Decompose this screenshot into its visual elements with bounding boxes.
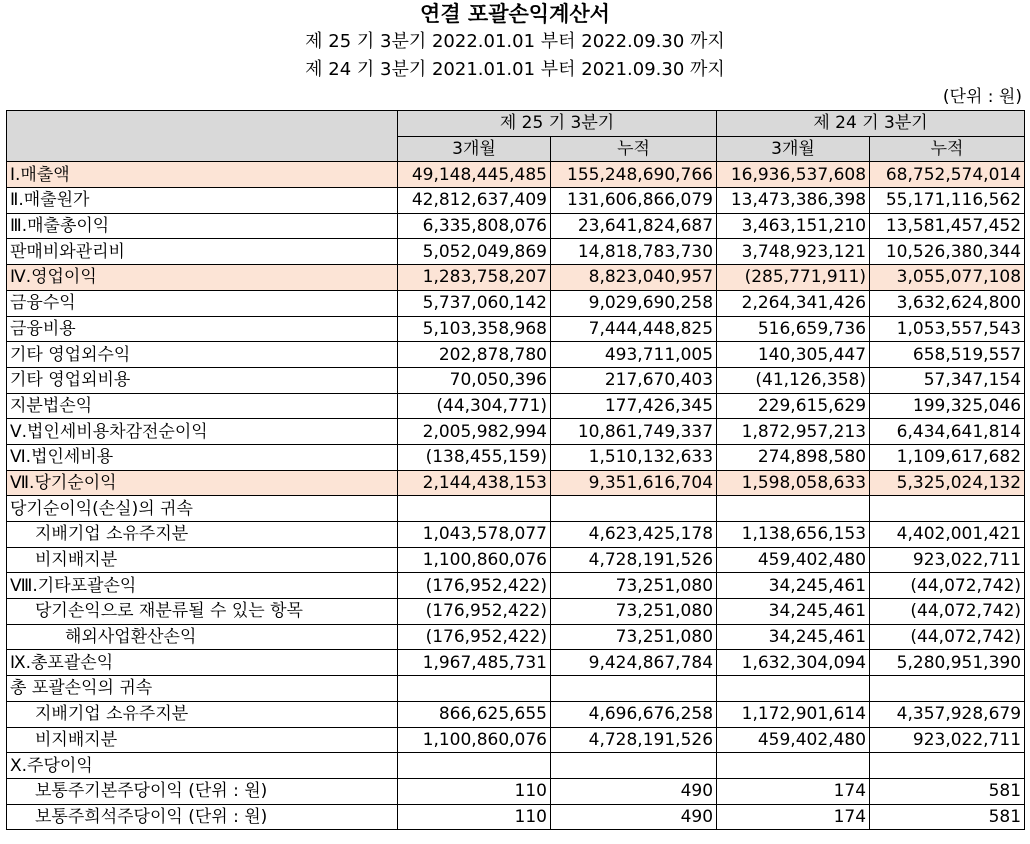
- cell-3m-current: 202,878,780: [398, 342, 551, 368]
- row-operating-income: [7, 265, 1025, 291]
- row-label: Ⅷ.기타포괄손익: [7, 573, 398, 599]
- cell-3m-prior: 516,659,736: [717, 316, 870, 342]
- row-ni-non-controlling: [7, 547, 1025, 573]
- row-ni-owners-of-parent: [7, 522, 1025, 548]
- cell-3m-current: 49,148,445,485: [398, 162, 551, 188]
- row-label: 보통주희석주당이익 (단위 : 원): [7, 804, 398, 830]
- row-label: Ⅹ.주당이익: [7, 753, 398, 779]
- row-sga: [7, 239, 1025, 265]
- row-tci-owners-of-parent: [7, 701, 1025, 727]
- cell-cum-current: 131,606,866,079: [551, 188, 717, 214]
- cell-3m-prior: 16,936,537,608: [717, 162, 870, 188]
- row-label: 금융수익: [7, 290, 398, 316]
- row-label: Ⅱ.매출원가: [7, 188, 398, 214]
- cell-cum-current: 4,696,676,258: [551, 701, 717, 727]
- cell-3m-current: 1,100,860,076: [398, 727, 551, 753]
- cell-cum-current: 14,818,783,730: [551, 239, 717, 265]
- cell-cum-prior: 13,581,457,452: [870, 213, 1025, 239]
- cell-3m-current: 2,005,982,994: [398, 419, 551, 445]
- row-label: 당기손익으로 재분류될 수 있는 항목: [7, 599, 398, 625]
- cell-3m-prior: 1,598,058,633: [717, 470, 870, 496]
- cell-cum-current: 9,351,616,704: [551, 470, 717, 496]
- row-label: 당기순이익(손실)의 귀속: [7, 496, 398, 522]
- cell-3m-current: 1,283,758,207: [398, 265, 551, 291]
- cell-3m-current: [398, 496, 551, 522]
- period-prior: 제 24 기 3분기 2021.01.01 부터 2021.09.30 까지: [305, 59, 725, 80]
- row-net-income: [7, 470, 1025, 496]
- cell-3m-prior: 140,305,447: [717, 342, 870, 368]
- cell-3m-current: (176,952,422): [398, 573, 551, 599]
- header-cum-current: 누적: [551, 136, 717, 162]
- cell-3m-prior: 3,748,923,121: [717, 239, 870, 265]
- row-tci-non-controlling: [7, 727, 1025, 753]
- row-finance-income: [7, 290, 1025, 316]
- cell-cum-prior: (44,072,742): [870, 624, 1025, 650]
- row-label: Ⅸ.총포괄손익: [7, 650, 398, 676]
- cell-3m-prior: 1,872,957,213: [717, 419, 870, 445]
- cell-cum-current: 177,426,345: [551, 393, 717, 419]
- cell-3m-prior: 34,245,461: [717, 573, 870, 599]
- cell-3m-prior: 459,402,480: [717, 547, 870, 573]
- row-label: 비지배지분: [7, 547, 398, 573]
- cell-cum-current: 490: [551, 778, 717, 804]
- header-3m-current: 3개월: [398, 136, 551, 162]
- row-revenue: [7, 162, 1025, 188]
- cell-3m-current: (176,952,422): [398, 624, 551, 650]
- cell-cum-prior: (44,072,742): [870, 599, 1025, 625]
- cell-cum-prior: 1,053,557,543: [870, 316, 1025, 342]
- cell-cum-prior: 923,022,711: [870, 547, 1025, 573]
- row-label: Ⅴ.법인세비용차감전순이익: [7, 419, 398, 445]
- row-label: 보통주기본주당이익 (단위 : 원): [7, 778, 398, 804]
- row-gross-profit: [7, 213, 1025, 239]
- cell-cum-prior: 658,519,557: [870, 342, 1025, 368]
- row-label: 지배기업 소유주지분: [7, 522, 398, 548]
- row-reclassifiable-items: [7, 599, 1025, 625]
- cell-3m-prior: 174: [717, 804, 870, 830]
- cell-cum-prior: 55,171,116,562: [870, 188, 1025, 214]
- row-other-non-operating-expenses: [7, 367, 1025, 393]
- cell-3m-prior: 274,898,580: [717, 444, 870, 470]
- cell-3m-current: 1,043,578,077: [398, 522, 551, 548]
- cell-3m-current: 866,625,655: [398, 701, 551, 727]
- row-label: 지분법손익: [7, 393, 398, 419]
- cell-cum-current: 490: [551, 804, 717, 830]
- cell-cum-prior: 10,526,380,344: [870, 239, 1025, 265]
- row-label: 기타 영업외비용: [7, 367, 398, 393]
- cell-3m-current: (138,455,159): [398, 444, 551, 470]
- cell-cum-prior: 5,325,024,132: [870, 470, 1025, 496]
- row-other-non-operating-income: [7, 342, 1025, 368]
- cell-3m-current: 5,103,358,968: [398, 316, 551, 342]
- cell-cum-current: 73,251,080: [551, 599, 717, 625]
- cell-cum-current: 73,251,080: [551, 624, 717, 650]
- cell-cum-current: 7,444,448,825: [551, 316, 717, 342]
- cell-3m-prior: 229,615,629: [717, 393, 870, 419]
- cell-cum-current: 73,251,080: [551, 573, 717, 599]
- cell-3m-current: 42,812,637,409: [398, 188, 551, 214]
- row-net-income-attribution: [7, 496, 1025, 522]
- cell-3m-prior: [717, 753, 870, 779]
- cell-3m-prior: 1,632,304,094: [717, 650, 870, 676]
- row-diluted-eps: [7, 804, 1025, 830]
- cell-cum-prior: 4,402,001,421: [870, 522, 1025, 548]
- period-current: 제 25 기 3분기 2022.01.01 부터 2022.09.30 까지: [305, 31, 725, 52]
- cell-cum-prior: (44,072,742): [870, 573, 1025, 599]
- cell-cum-prior: 923,022,711: [870, 727, 1025, 753]
- row-label: 비지배지분: [7, 727, 398, 753]
- cell-3m-current: 5,737,060,142: [398, 290, 551, 316]
- cell-3m-current: 5,052,049,869: [398, 239, 551, 265]
- row-other-comprehensive-income: [7, 573, 1025, 599]
- cell-3m-prior: 3,463,151,210: [717, 213, 870, 239]
- header-blank-cell: [7, 111, 398, 162]
- cell-cum-prior: 3,055,077,108: [870, 265, 1025, 291]
- row-label: Ⅶ.당기순이익: [7, 470, 398, 496]
- cell-cum-current: [551, 496, 717, 522]
- cell-3m-prior: [717, 496, 870, 522]
- row-income-tax: [7, 444, 1025, 470]
- row-label: 지배기업 소유주지분: [7, 701, 398, 727]
- cell-cum-current: 1,510,132,633: [551, 444, 717, 470]
- row-fx-translation: [7, 624, 1025, 650]
- row-label: 기타 영업외수익: [7, 342, 398, 368]
- row-label: Ⅰ.매출액: [7, 162, 398, 188]
- cell-3m-prior: 2,264,341,426: [717, 290, 870, 316]
- cell-3m-current: 110: [398, 804, 551, 830]
- cell-cum-prior: [870, 496, 1025, 522]
- cell-3m-current: (44,304,771): [398, 393, 551, 419]
- cell-cum-prior: 5,280,951,390: [870, 650, 1025, 676]
- row-label: Ⅳ.영업이익: [7, 265, 398, 291]
- row-basic-eps: [7, 778, 1025, 804]
- header-row-groups: [7, 111, 1025, 137]
- cell-cum-prior: 68,752,574,014: [870, 162, 1025, 188]
- row-label: 판매비와관리비: [7, 239, 398, 265]
- header-3m-prior: 3개월: [717, 136, 870, 162]
- cell-cum-prior: [870, 753, 1025, 779]
- cell-3m-prior: 1,138,656,153: [717, 522, 870, 548]
- row-total-comprehensive-income: [7, 650, 1025, 676]
- cell-3m-current: 110: [398, 778, 551, 804]
- cell-cum-prior: 1,109,617,682: [870, 444, 1025, 470]
- row-earnings-per-share: [7, 753, 1025, 779]
- cell-cum-prior: 57,347,154: [870, 367, 1025, 393]
- row-tci-attribution: [7, 676, 1025, 702]
- row-label: Ⅲ.매출총이익: [7, 213, 398, 239]
- cell-cum-prior: [870, 676, 1025, 702]
- row-profit-before-tax: [7, 419, 1025, 445]
- cell-cum-current: 8,823,040,957: [551, 265, 717, 291]
- header-cum-prior: 누적: [870, 136, 1025, 162]
- cell-cum-current: 23,641,824,687: [551, 213, 717, 239]
- cell-cum-prior: 581: [870, 804, 1025, 830]
- cell-3m-prior: 459,402,480: [717, 727, 870, 753]
- cell-cum-current: 155,248,690,766: [551, 162, 717, 188]
- cell-cum-prior: 581: [870, 778, 1025, 804]
- cell-cum-current: [551, 676, 717, 702]
- cell-cum-current: 217,670,403: [551, 367, 717, 393]
- row-label: 금융비용: [7, 316, 398, 342]
- cell-3m-current: 6,335,808,076: [398, 213, 551, 239]
- cell-3m-current: (176,952,422): [398, 599, 551, 625]
- cell-3m-prior: 34,245,461: [717, 624, 870, 650]
- row-finance-costs: [7, 316, 1025, 342]
- row-equity-method-gain-loss: [7, 393, 1025, 419]
- cell-3m-prior: [717, 676, 870, 702]
- cell-3m-current: [398, 753, 551, 779]
- cell-cum-prior: 199,325,046: [870, 393, 1025, 419]
- cell-cum-current: 9,424,867,784: [551, 650, 717, 676]
- cell-cum-current: 493,711,005: [551, 342, 717, 368]
- cell-3m-current: 70,050,396: [398, 367, 551, 393]
- cell-cum-current: 4,623,425,178: [551, 522, 717, 548]
- cell-cum-current: 10,861,749,337: [551, 419, 717, 445]
- cell-cum-current: [551, 753, 717, 779]
- cell-3m-prior: (41,126,358): [717, 367, 870, 393]
- income-statement-table: [6, 110, 1025, 830]
- cell-3m-prior: 174: [717, 778, 870, 804]
- cell-3m-current: 1,967,485,731: [398, 650, 551, 676]
- cell-3m-prior: 13,473,386,398: [717, 188, 870, 214]
- row-cost-of-sales: [7, 188, 1025, 214]
- row-label: 해외사업환산손익: [7, 624, 398, 650]
- cell-3m-current: 1,100,860,076: [398, 547, 551, 573]
- cell-3m-prior: 34,245,461: [717, 599, 870, 625]
- row-label: Ⅵ.법인세비용: [7, 444, 398, 470]
- statement-title: 연결 포괄손익계산서: [420, 2, 610, 26]
- header-group-current: 제 25 기 3분기: [398, 111, 717, 137]
- cell-cum-prior: 6,434,641,814: [870, 419, 1025, 445]
- cell-3m-current: [398, 676, 551, 702]
- header-group-prior: 제 24 기 3분기: [717, 111, 1025, 137]
- unit-label: (단위 : 원): [942, 87, 1022, 107]
- cell-3m-prior: 1,172,901,614: [717, 701, 870, 727]
- cell-cum-current: 4,728,191,526: [551, 547, 717, 573]
- row-label: 총 포괄손익의 귀속: [7, 676, 398, 702]
- cell-cum-current: 9,029,690,258: [551, 290, 717, 316]
- cell-cum-current: 4,728,191,526: [551, 727, 717, 753]
- cell-3m-current: 2,144,438,153: [398, 470, 551, 496]
- cell-3m-prior: (285,771,911): [717, 265, 870, 291]
- cell-cum-prior: 4,357,928,679: [870, 701, 1025, 727]
- cell-cum-prior: 3,632,624,800: [870, 290, 1025, 316]
